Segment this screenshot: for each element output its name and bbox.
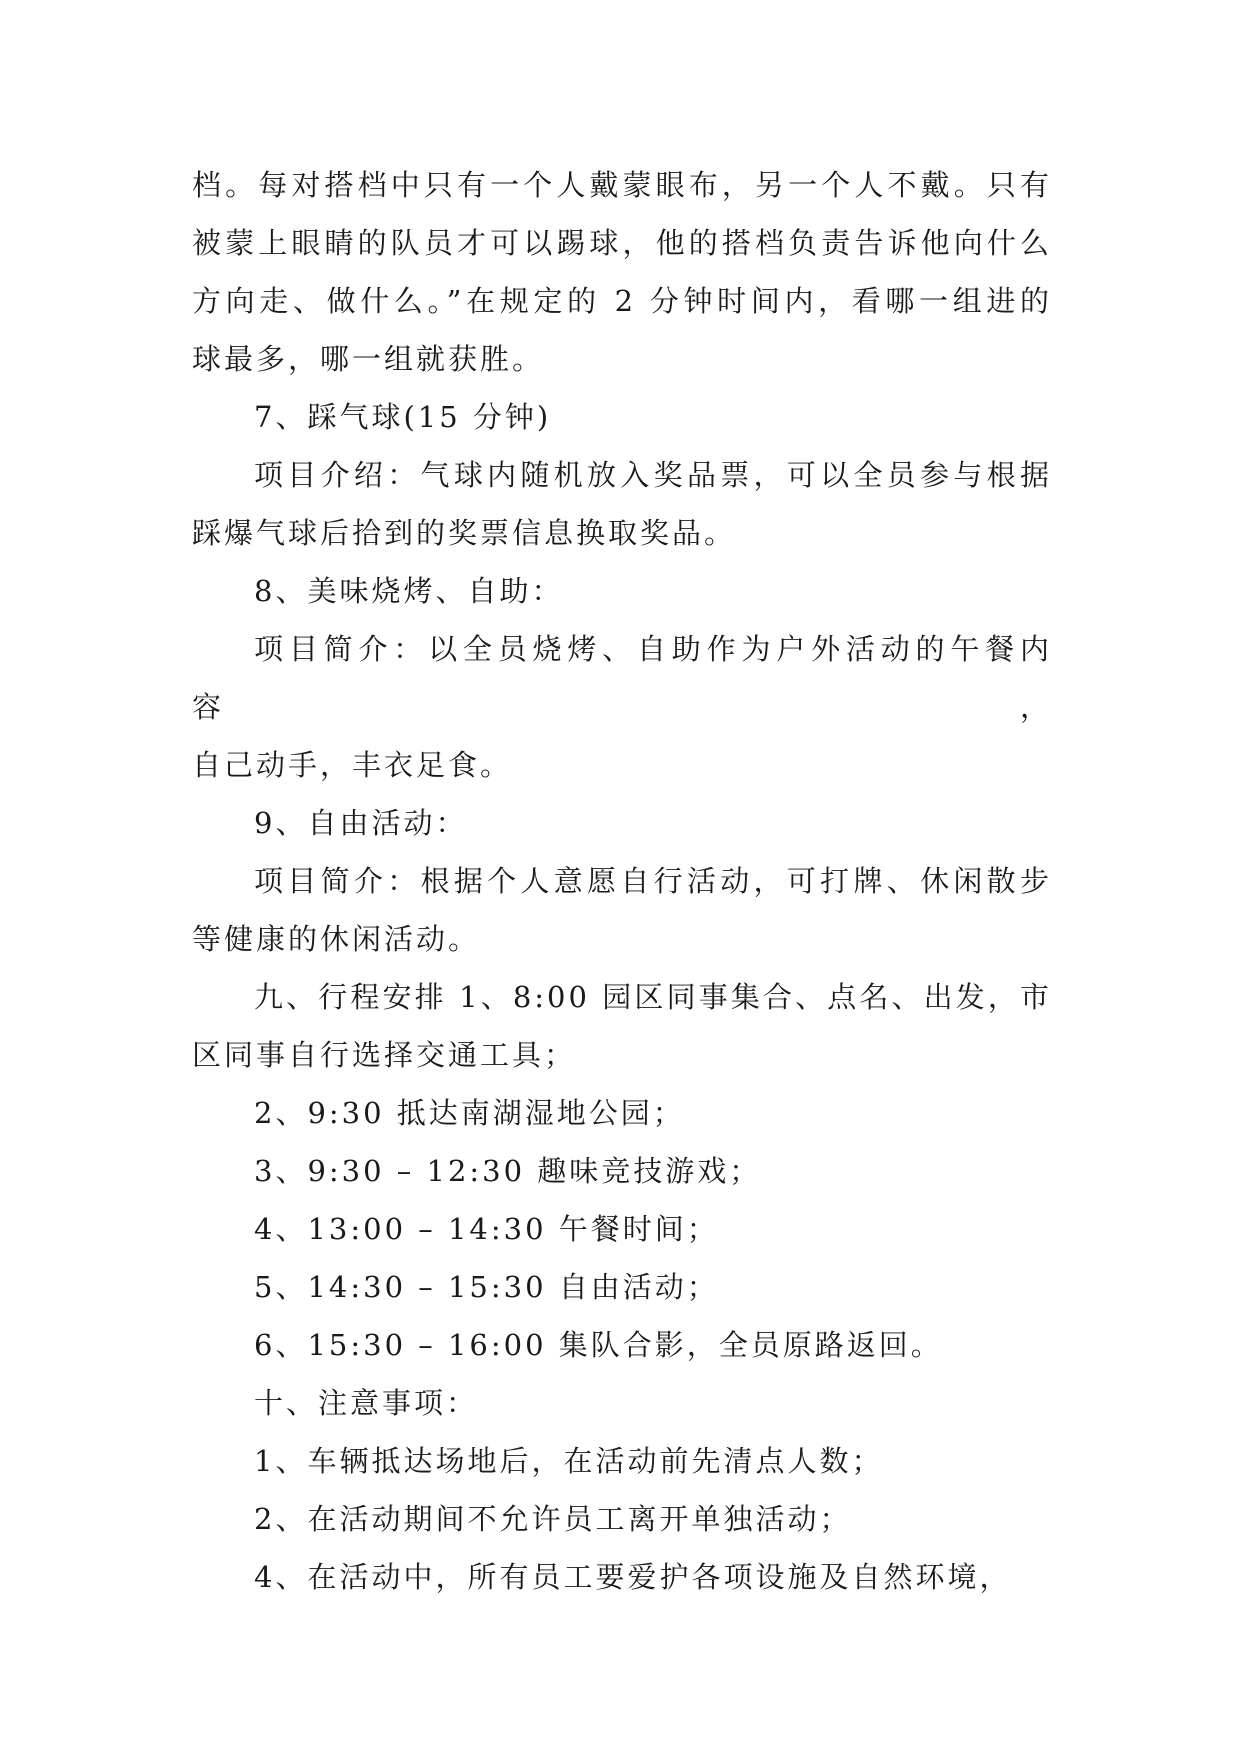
section-heading-bbq: 8、美味烧烤、自助： xyxy=(254,574,564,608)
note-item-1: 1、车辆抵达场地后，在活动前先清点人数； xyxy=(254,1444,884,1478)
paragraph-bbq-intro: 项目简介：以全员烧烤、自助作为户外活动的午餐内容， xyxy=(192,632,1052,724)
note-item-2: 2、在活动期间不允许员工离开单独活动； xyxy=(254,1502,852,1536)
schedule-item-3: 3、9:30 – 12:30 趣味竞技游戏； xyxy=(254,1154,762,1188)
section-heading-free-activity: 9、自由活动： xyxy=(254,806,468,840)
paragraph-line-4: 球最多，哪一组就获胜。 xyxy=(192,342,545,376)
section-heading-notes: 十、注意事项： xyxy=(254,1386,479,1420)
paragraph-line-3: 方向走、做什么。”在规定的 2 分钟时间内，看哪一组进的 xyxy=(192,284,1052,318)
schedule-item-5: 5、14:30 – 15:30 自由活动； xyxy=(254,1270,719,1304)
paragraph-balloon-intro-cont: 踩爆气球后拾到的奖票信息换取奖品。 xyxy=(192,516,737,550)
schedule-item-4: 4、13:00 – 14:30 午餐时间； xyxy=(254,1212,719,1246)
paragraph-bbq-intro-cont: 自己动手，丰衣足食。 xyxy=(192,748,513,782)
section-heading-schedule: 九、行程安排 1、8:00 园区同事集合、点名、出发，市 xyxy=(254,980,1052,1014)
paragraph-balloon-intro: 项目介绍：气球内随机放入奖品票，可以全员参与根据 xyxy=(254,458,1052,492)
paragraph-line-2: 被蒙上眼睛的队员才可以踢球，他的搭档负责告诉他向什么 xyxy=(192,226,1052,260)
paragraph-schedule-cont: 区同事自行选择交通工具； xyxy=(192,1038,577,1072)
schedule-item-2: 2、9:30 抵达南湖湿地公园； xyxy=(254,1096,685,1130)
paragraph-free-activity-intro-cont: 等健康的休闲活动。 xyxy=(192,922,481,956)
document-body xyxy=(192,156,1052,1606)
schedule-item-6: 6、15:30 – 16:00 集队合影，全员原路返回。 xyxy=(254,1328,943,1362)
paragraph-line-1: 档。每对搭档中只有一个人戴蒙眼布，另一个人不戴。只有 xyxy=(192,168,1052,202)
section-heading-balloon: 7、踩气球(15 分钟) xyxy=(254,400,552,434)
note-item-4: 4、在活动中，所有员工要爱护各项设施及自然环境， xyxy=(254,1560,1012,1594)
paragraph-free-activity-intro: 项目简介：根据个人意愿自行活动，可打牌、休闲散步 xyxy=(254,864,1052,898)
